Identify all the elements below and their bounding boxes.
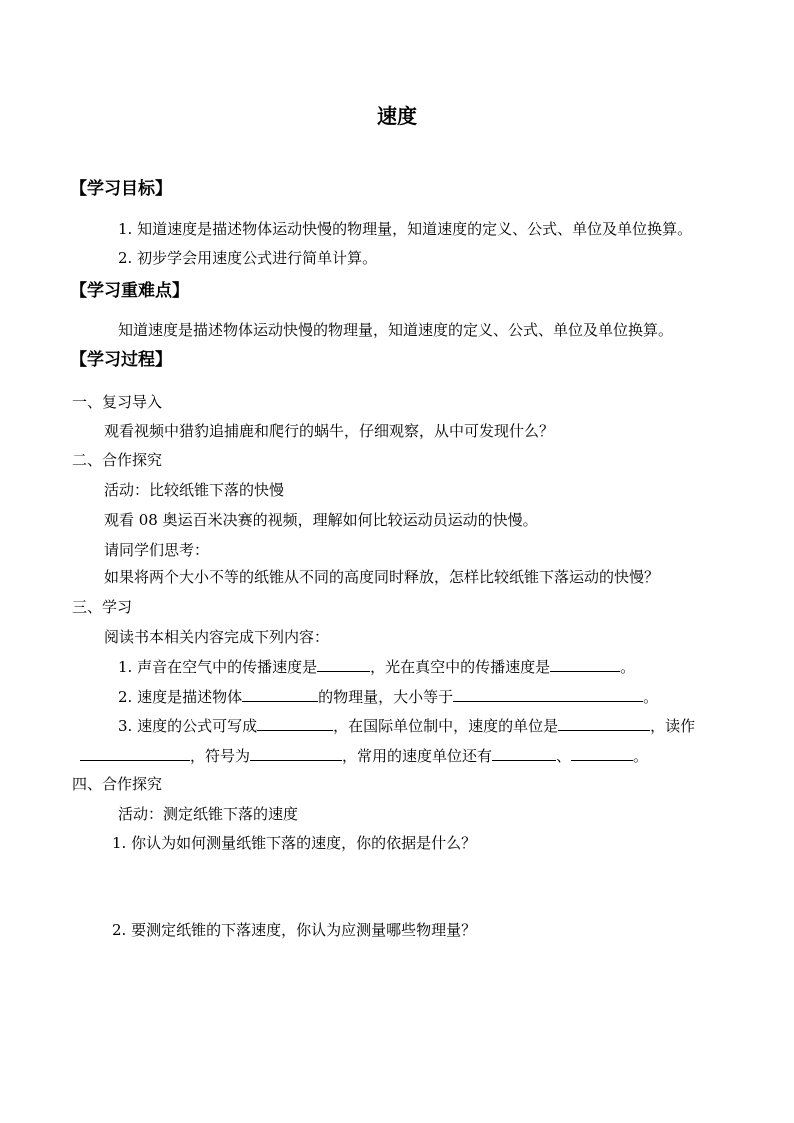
keypoints-text: 知道速度是描述物体运动快慢的物理量，知道速度的定义、公式、单位及单位换算。	[118, 321, 674, 339]
section-2-watch: 观看 08 奥运百米决赛的视频，理解如何比较运动员运动的快慢。	[104, 511, 538, 529]
keypoints-heading: 【学习重难点】	[70, 281, 189, 301]
page-title: 速度	[377, 104, 417, 128]
fill-q2-text-c: 。	[643, 688, 659, 706]
section-4-activity: 活动：测定纸锥下落的速度	[118, 805, 299, 823]
section-4-question-2: 2. 要测定纸锥的下落速度，你认为应测量哪些物理量？	[112, 921, 477, 939]
fill-blank-reading[interactable]	[80, 745, 190, 761]
fill-blank-formula[interactable]	[257, 715, 333, 731]
section-4-title: 四、合作探究	[72, 775, 163, 793]
section-3-title: 三、学习	[72, 598, 133, 616]
fill-question-2	[118, 686, 658, 707]
section-3-intro: 阅读书本相关内容完成下列内容：	[104, 628, 330, 646]
fill-blank-describes[interactable]	[242, 686, 318, 702]
fill-question-1	[118, 656, 635, 677]
fill-blank-sound-speed[interactable]	[317, 656, 370, 672]
section-2-activity: 活动：比较纸锥下落的快慢	[104, 481, 285, 499]
fill-q3-text-f: 、	[556, 747, 572, 765]
fill-q3-text-a: 3. 速度的公式可写成	[118, 717, 258, 735]
fill-q3-text-b: ，在国际单位制中，速度的单位是	[333, 717, 559, 735]
fill-blank-symbol[interactable]	[250, 745, 342, 761]
section-2-think: 请同学们思考：	[104, 541, 210, 559]
fill-blank-light-speed[interactable]	[550, 656, 620, 672]
fill-q2-text-b: 的物理量，大小等于	[318, 688, 454, 706]
goal-item-2: 2. 初步学会用速度公式进行简单计算。	[118, 249, 378, 267]
fill-q3-text-g: 。	[633, 747, 649, 765]
fill-q1-text-b: ，光在真空中的传播速度是	[370, 658, 551, 676]
fill-q1-text-c: 。	[620, 658, 636, 676]
section-1-title: 一、复习导入	[72, 393, 163, 411]
fill-q3-text-e: ，常用的速度单位还有	[342, 747, 493, 765]
fill-blank-unit-1[interactable]	[492, 745, 556, 761]
section-1-text: 观看视频中猎豹追捕鹿和爬行的蜗牛，仔细观察，从中可发现什么？	[104, 422, 555, 440]
section-4-question-1: 1. 你认为如何测量纸锥下落的速度，你的依据是什么？	[112, 834, 477, 852]
fill-question-3	[118, 715, 695, 736]
fill-blank-equals[interactable]	[453, 686, 643, 702]
fill-question-3-continued	[80, 745, 648, 766]
fill-blank-si-unit[interactable]	[558, 715, 650, 731]
fill-q3-text-d: ，符号为	[190, 747, 251, 765]
section-2-question: 如果将两个大小不等的纸锥从不同的高度同时释放，怎样比较纸锥下落运动的快慢？	[104, 568, 660, 586]
goal-item-1: 1. 知道速度是描述物体运动快慢的物理量，知道速度的定义、公式、单位及单位换算。	[118, 220, 693, 238]
fill-q1-text-a: 1. 声音在空气中的传播速度是	[118, 658, 318, 676]
fill-blank-unit-2[interactable]	[571, 745, 633, 761]
section-2-title: 二、合作探究	[72, 451, 163, 469]
fill-q2-text-a: 2. 速度是描述物体	[118, 688, 243, 706]
fill-q3-text-c: ，读作	[650, 717, 696, 735]
process-heading: 【学习过程】	[70, 350, 172, 370]
goals-heading: 【学习目标】	[70, 179, 172, 199]
